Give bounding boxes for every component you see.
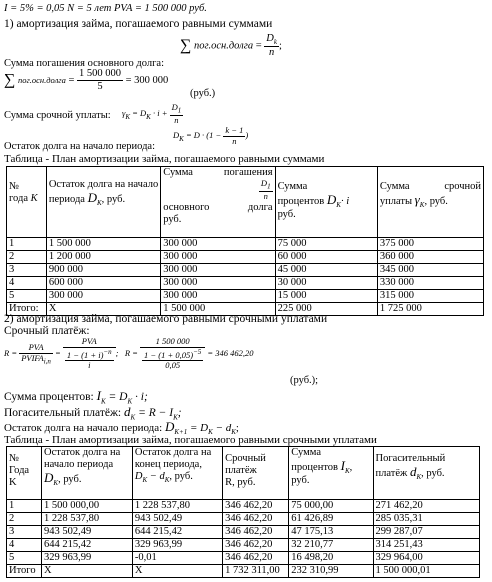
h-text: , руб. bbox=[424, 196, 448, 208]
header-balance-start: Остаток долга на начало периода $D_K$, руб. bbox=[42, 447, 133, 500]
cell: X bbox=[132, 565, 222, 578]
cell: Итого bbox=[7, 565, 42, 578]
cell: 329 964,00 bbox=[373, 552, 479, 565]
table-row bbox=[7, 290, 484, 303]
bal2-d: D bbox=[164, 419, 175, 434]
cell: 330 000 bbox=[377, 277, 483, 290]
h-text: процентов bbox=[277, 196, 325, 208]
cell: 943 502,49 bbox=[42, 526, 133, 539]
balance-label-2: Остаток долга на начало периода: bbox=[4, 422, 163, 434]
cell: 5 bbox=[7, 552, 42, 565]
formula-annuity: R = $\frac{\text{PVA}}{PVIFA_{i,n}}$ = $\frac{\text{PVA}}{\frac{1 - (1 + i)^{-n}}{i}}$ ; R = $\frac{1 500 000}{\frac{1 - (1 + 0,05)^{-5}}{0,05}}$ = 346 462,20 bbox=[4, 336, 254, 371]
bal2-rest: = D bbox=[189, 422, 209, 434]
cell: 345 000 bbox=[377, 264, 483, 277]
cell: 360 000 bbox=[377, 251, 483, 264]
cell: 1 228 537,80 bbox=[132, 500, 222, 513]
h-text: K bbox=[9, 477, 17, 489]
pay-label: Сумма срочной уплаты: bbox=[4, 110, 111, 121]
cell: 300 000 bbox=[46, 290, 160, 303]
f-exp: −n bbox=[103, 347, 112, 356]
section-1-title: 1) амортизация займа, погашаемого равными суммами bbox=[4, 18, 273, 30]
h-text: процентов bbox=[291, 462, 338, 474]
h-text: Сумма bbox=[277, 181, 308, 192]
cell: 900 000 bbox=[46, 264, 160, 277]
cell: 32 210,77 bbox=[289, 539, 373, 552]
cell: 375 000 bbox=[377, 238, 483, 251]
h-text: , руб. bbox=[421, 468, 445, 480]
f-r2: R = bbox=[124, 348, 138, 359]
table-row bbox=[7, 552, 480, 565]
table-row bbox=[7, 539, 480, 552]
frac-num: 1 500 000 bbox=[77, 68, 123, 81]
cell: 3 bbox=[7, 526, 42, 539]
h-text: Остаток долга на начало bbox=[48, 179, 159, 190]
principal-d: d bbox=[124, 404, 131, 419]
fraction bbox=[264, 33, 279, 59]
formula-pay: $\gamma_K = D_K \cdot i$ + $\frac{D_1}{n}$ bbox=[122, 102, 182, 125]
annuity-unit: (руб.); bbox=[290, 375, 319, 386]
h-text: D bbox=[87, 190, 97, 206]
cell: 644 215,42 bbox=[42, 539, 133, 552]
frac-num: D bbox=[266, 33, 274, 44]
h-text: , руб. bbox=[58, 474, 82, 486]
cell: 314 251,43 bbox=[373, 539, 479, 552]
formula-lhs: пог.осн.долга bbox=[194, 40, 254, 52]
cell: 300 000 bbox=[161, 251, 275, 264]
sum-label: Сумма погашения основного долга: bbox=[4, 58, 164, 69]
header-payment: Сумма срочной уплаты $\gamma_K$, руб. bbox=[377, 167, 483, 238]
sum-sign-icon: ∑ bbox=[4, 71, 16, 89]
balance-line-2: Остаток долга на начало периода: $D_{K+1} = D_K - d_K$; bbox=[4, 419, 239, 437]
principal-label: Погасительный платёж: bbox=[4, 407, 122, 419]
h-text: основного bbox=[163, 201, 210, 213]
cell: 300 000 bbox=[161, 277, 275, 290]
pay-tail: · i + bbox=[152, 108, 168, 119]
pay-label-2: Срочный платёж: bbox=[4, 325, 90, 337]
cell: 225 000 bbox=[275, 303, 377, 316]
principal-line: Погасительный платёж: $d_K = R - I_K$; bbox=[4, 404, 182, 422]
cell: 1 500 000,00 bbox=[42, 500, 133, 513]
cell: 3 bbox=[7, 264, 47, 277]
principal-rest: = R − I bbox=[138, 407, 174, 419]
h-text: года bbox=[9, 193, 28, 205]
h-text: Сумма bbox=[379, 181, 410, 192]
h-text: уплаты bbox=[379, 196, 413, 208]
h-text: начало периода bbox=[44, 459, 114, 471]
interest-label: Сумма процентов: bbox=[4, 391, 94, 403]
principal-tail: ; bbox=[177, 407, 182, 419]
h-text: срочной bbox=[444, 181, 481, 192]
cell: 1 bbox=[7, 500, 42, 513]
header-year bbox=[7, 167, 47, 238]
cell: 232 310,99 bbox=[289, 565, 373, 578]
table-row bbox=[7, 238, 484, 251]
interest-i: I bbox=[96, 388, 101, 403]
h-text: руб. bbox=[277, 209, 296, 221]
sum-sign-icon: ∑ bbox=[180, 36, 192, 54]
header-balance-end: Остаток долга на конец периода, $D_K - d_K$, руб. bbox=[132, 447, 222, 500]
cell: 1 bbox=[7, 238, 47, 251]
cell: 346 462,20 bbox=[223, 500, 289, 513]
cell: 300 000 bbox=[161, 290, 275, 303]
amortization-table-equal-principal bbox=[6, 166, 484, 316]
table-header-row bbox=[7, 447, 480, 500]
cell: 346 462,20 bbox=[223, 526, 289, 539]
header-payment bbox=[223, 447, 289, 500]
cell: 30 000 bbox=[275, 277, 377, 290]
frac-num: PVA bbox=[19, 343, 53, 354]
cell: 346 462,20 bbox=[223, 539, 289, 552]
f-result: = 346 462,20 bbox=[207, 348, 254, 359]
f-r: R = bbox=[4, 348, 18, 359]
header-interest: Сумма процентов $D_K\cdot i$ руб. bbox=[275, 167, 377, 238]
cell: -0,01 bbox=[132, 552, 222, 565]
amortization-table-equal-payments bbox=[6, 446, 480, 578]
cell: 45 000 bbox=[275, 264, 377, 277]
interest-line: Сумма процентов: $I_K = D_K \cdot i$; bbox=[4, 388, 148, 406]
cell: X bbox=[46, 303, 160, 316]
cell: 329 963,99 bbox=[132, 539, 222, 552]
frac-den: n bbox=[268, 47, 275, 59]
cell: 1 732 311,00 bbox=[223, 565, 289, 578]
h-text: · i bbox=[340, 196, 350, 208]
h-text: K bbox=[30, 193, 38, 205]
f-eq: = bbox=[55, 348, 61, 359]
formula-balance: $D_K = D \cdot (1$ − $\frac{k - 1}{n}$ ) bbox=[173, 125, 249, 146]
cell: 1 500 000 bbox=[161, 303, 275, 316]
cell: 1 200 000 bbox=[46, 251, 160, 264]
h-text: Сумма bbox=[163, 167, 193, 178]
cell: 1 725 000 bbox=[377, 303, 483, 316]
h-text: № bbox=[9, 181, 20, 192]
cell: 4 bbox=[7, 277, 47, 290]
interest-rest: = D bbox=[108, 391, 128, 403]
fraction bbox=[223, 126, 245, 147]
formula-principal-share: ∑ пог.осн.долга = $\frac{D_k}{n}$ ; bbox=[180, 33, 282, 59]
table-total-row bbox=[7, 565, 480, 578]
cell: 2 bbox=[7, 251, 47, 264]
f-den2b: 0,05 bbox=[165, 360, 181, 371]
h-text: Остаток долга на bbox=[134, 447, 212, 458]
h-text: платёж bbox=[225, 465, 257, 477]
cell: 47 175,13 bbox=[289, 526, 373, 539]
cell: 644 215,42 bbox=[132, 526, 222, 539]
f-exp2: −5 bbox=[193, 347, 202, 356]
bal-mid: = D · (1 − bbox=[185, 130, 222, 141]
header-principal: Сумма погашения $\frac{D_1}{n}$ основного долга руб. bbox=[161, 167, 275, 238]
formula-sum-calc: ∑ пог.осн.долга = $\frac{1 500 000}{5}$ = 300 000 bbox=[4, 68, 169, 93]
h-text: Срочный bbox=[225, 453, 266, 464]
fraction bbox=[77, 68, 123, 93]
table-row bbox=[7, 251, 484, 264]
frac-den: n bbox=[232, 135, 237, 146]
h-text: Погасительный bbox=[375, 453, 446, 464]
h-text: R, руб. bbox=[225, 477, 256, 489]
frac-den: 5 bbox=[97, 81, 103, 93]
bal-lhs: D bbox=[173, 130, 180, 141]
table-row bbox=[7, 526, 480, 539]
cell: 1 228 537,80 bbox=[42, 513, 133, 526]
bal-end: ) bbox=[245, 130, 249, 141]
sum-result: = 300 000 bbox=[125, 74, 169, 86]
h-text: , руб. bbox=[169, 471, 193, 483]
h-text: − d bbox=[149, 471, 165, 483]
cell: 61 426,89 bbox=[289, 513, 373, 526]
cell: 285 035,31 bbox=[373, 513, 479, 526]
table-row bbox=[7, 264, 484, 277]
cell: 15 000 bbox=[275, 290, 377, 303]
fraction: $\frac{D_1}{n}$ bbox=[171, 102, 182, 125]
h-text: руб. bbox=[291, 475, 310, 487]
h-text: конец периода, bbox=[134, 459, 202, 471]
table-1-title: Таблица - План амортизации займа, погашаемого равными суммами bbox=[4, 153, 325, 165]
h-text: руб. bbox=[163, 213, 182, 225]
cell: 299 287,07 bbox=[373, 526, 479, 539]
h-text: d bbox=[409, 464, 417, 480]
f-i: i bbox=[88, 360, 91, 371]
header-balance-start: Остаток долга на начало периода $D_K$, руб. bbox=[46, 167, 160, 238]
h-text: I bbox=[340, 458, 345, 474]
cell: 329 963,99 bbox=[42, 552, 133, 565]
f-1m: 1 − (1 + i) bbox=[66, 349, 104, 360]
frac-num: k − 1 bbox=[225, 125, 244, 135]
cell: 1 500 000,01 bbox=[373, 565, 479, 578]
frac-num: 1 500 000 bbox=[140, 337, 205, 348]
header-principal: Погасительный платёж $d_K$, руб. bbox=[373, 447, 479, 500]
cell: 75 000,00 bbox=[289, 500, 373, 513]
h-text: , руб. bbox=[101, 194, 126, 206]
cell: X bbox=[42, 565, 133, 578]
section-2-title: 2) амортизация займа, погашаемого равными срочными уплатами bbox=[4, 313, 328, 325]
h-text: D bbox=[326, 192, 337, 208]
cell: 2 bbox=[7, 513, 42, 526]
cell: 600 000 bbox=[46, 277, 160, 290]
cell: 5 bbox=[7, 290, 47, 303]
h-text: № bbox=[9, 453, 20, 464]
table-2-title: Таблица - План амортизации займа, погашаемого равными срочными уплатами bbox=[4, 434, 377, 446]
h-text: Года bbox=[9, 465, 30, 477]
h-text: D bbox=[134, 471, 143, 483]
cell: 943 502,49 bbox=[132, 513, 222, 526]
cell: 346 462,20 bbox=[223, 513, 289, 526]
table-row bbox=[7, 500, 480, 513]
h-text: периода bbox=[48, 194, 85, 206]
header-year bbox=[7, 447, 42, 500]
h-text: Сумма bbox=[291, 447, 322, 458]
sum-unit: (руб.) bbox=[190, 88, 216, 99]
cell: 271 462,20 bbox=[373, 500, 479, 513]
header-interest: Сумма процентов $I_K$, руб. bbox=[289, 447, 373, 500]
pay-rest: = D bbox=[132, 108, 147, 119]
frac-sub: k bbox=[273, 38, 277, 47]
cell: 346 462,20 bbox=[223, 552, 289, 565]
cell: 16 498,20 bbox=[289, 552, 373, 565]
cell: Итого: bbox=[7, 303, 47, 316]
h-text: D bbox=[44, 470, 54, 486]
f-den2: 1 − (1 + 0,05) bbox=[144, 349, 194, 360]
h-text: платёж bbox=[375, 468, 408, 480]
h-text: Остаток долга на bbox=[44, 447, 121, 458]
frac-den: PVIFA bbox=[21, 352, 44, 363]
h-text: долга bbox=[247, 201, 273, 213]
cell: 60 000 bbox=[275, 251, 377, 264]
params-line: I = 5% = 0,05 N = 5 лет PVA = 1 500 000 руб. bbox=[4, 3, 207, 14]
cell: 4 bbox=[7, 539, 42, 552]
h-text: γ bbox=[414, 192, 420, 208]
bal2-tail: − d bbox=[215, 422, 232, 434]
balance-label: Остаток долга на начало периода: bbox=[4, 141, 155, 152]
sum-lhs: пог.осн.долга bbox=[18, 74, 66, 85]
table-row bbox=[7, 277, 484, 290]
interest-tail: · i; bbox=[135, 391, 148, 403]
table-header-row bbox=[7, 167, 484, 238]
pay-gamma: γ bbox=[122, 108, 126, 119]
cell: 300 000 bbox=[161, 264, 275, 277]
table-row bbox=[7, 513, 480, 526]
cell: 1 500 000 bbox=[46, 238, 160, 251]
frac-num: PVA bbox=[63, 337, 116, 348]
h-text: погашения bbox=[223, 167, 273, 178]
cell: 75 000 bbox=[275, 238, 377, 251]
cell: 315 000 bbox=[377, 290, 483, 303]
cell: 300 000 bbox=[161, 238, 275, 251]
